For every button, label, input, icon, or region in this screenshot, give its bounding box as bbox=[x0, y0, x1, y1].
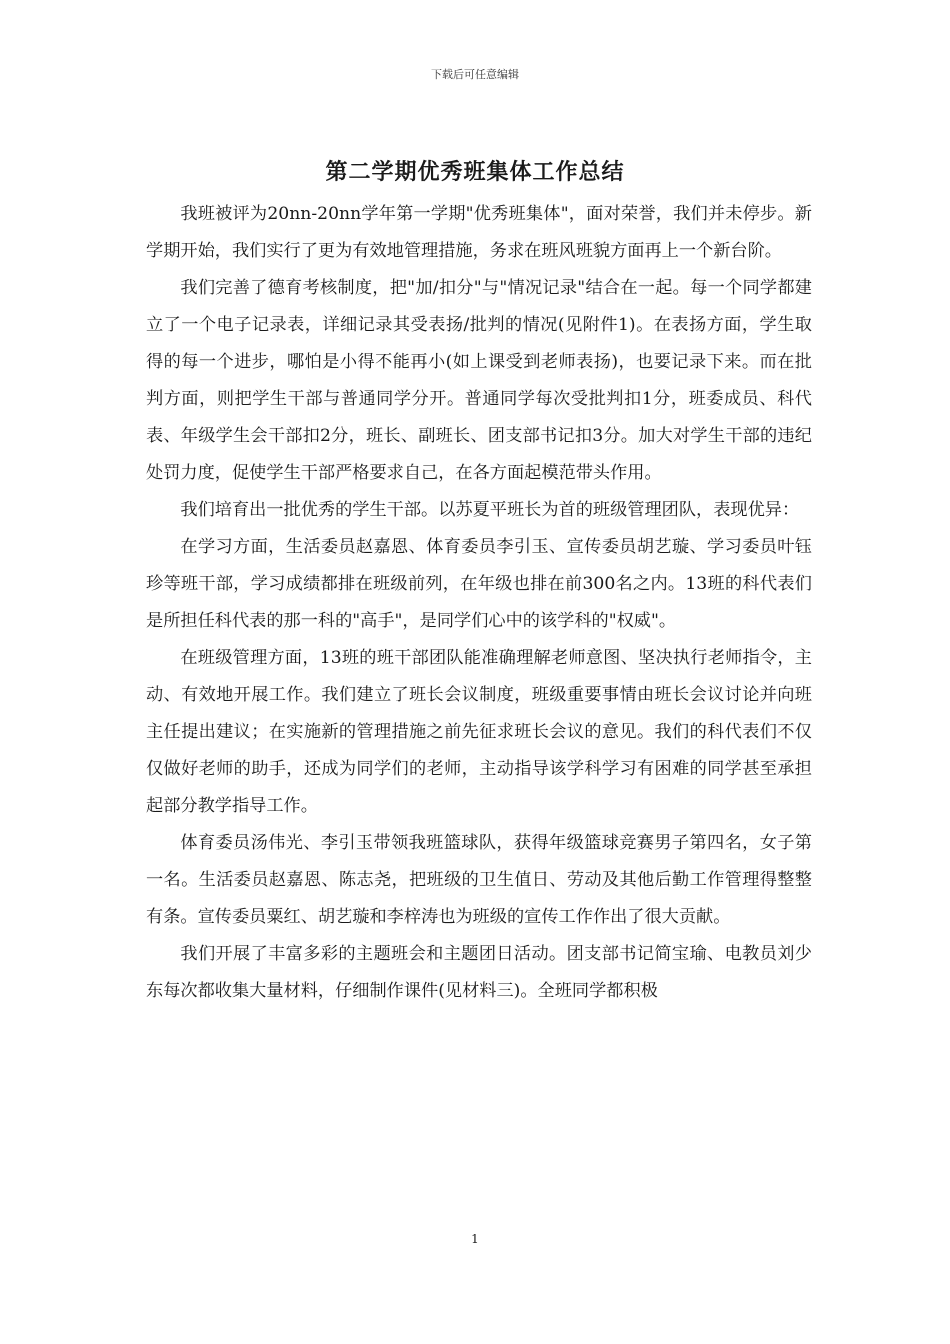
page-number: 1 bbox=[471, 1232, 479, 1246]
paragraph: 体育委员汤伟光、李引玉带领我班篮球队，获得年级篮球竞赛男子第四名，女子第一名。生活委员赵嘉恩、陈志尧，把班级的卫生值日、劳动及其他后勤工作管理得整整有条。宣传委员粟红、胡艺璇和李梓涛也为班级的宣传工作作出了很大贡献。 bbox=[146, 833, 812, 927]
header-note: 下载后可任意编辑 bbox=[431, 68, 519, 81]
paragraph: 在班级管理方面，13班的班干部团队能准确理解老师意图、坚决执行老师指令，主动、有效地开展工作。我们建立了班长会议制度，班级重要事情由班长会议讨论并向班主任提出建议；在实施新的管理措施之前先征求班长会议的意见。我们的科代表们不仅仅做好老师的助手，还成为同学们的老师，主动指导该学科学习有困难的同学甚至承担起部分教学指导工作。 bbox=[146, 648, 812, 816]
paragraph: 我们开展了丰富多彩的主题班会和主题团日活动。团支部书记简宝瑜、电教员刘少东每次都收集大量材料，仔细制作课件(见材料三)。全班同学都积极 bbox=[146, 944, 812, 1001]
document-title: 第二学期优秀班集体工作总结 bbox=[325, 160, 625, 185]
paragraph: 在学习方面，生活委员赵嘉恩、体育委员李引玉、宣传委员胡艺璇、学习委员叶钰珍等班干部，学习成绩都排在班级前列，在年级也排在前300名之内。13班的科代表们是所担任科代表的那一科的"高手"，是同学们心中的该学科的"权威"。 bbox=[146, 537, 812, 631]
paragraph: 我们培育出一批优秀的学生干部。以苏夏平班长为首的班级管理团队，表现优异： bbox=[180, 500, 800, 520]
paragraph: 我班被评为20nn-20nn学年第一学期"优秀班集体"，面对荣誉，我们并未停步。新学期开始，我们实行了更为有效地管理措施，务求在班风班貌方面再上一个新台阶。 bbox=[146, 204, 812, 261]
document-body bbox=[146, 196, 812, 1010]
paragraph: 我们完善了德育考核制度，把"加/扣分"与"情况记录"结合在一起。每一个同学都建立了一个电子记录表，详细记录其受表扬/批判的情况(见附件1)。在表扬方面，学生取得的每一个进步，哪怕是小得不能再小(如上课受到老师表扬)，也要记录下来。而在批判方面，则把学生干部与普通同学分开。普通同学每次受批判扣1分，班委成员、科代表、年级学生会干部扣2分，班长、副班长、团支部书记扣3分。加大对学生干部的违纪处罚力度，促使学生干部严格要求自己，在各方面起模范带头作用。 bbox=[146, 278, 812, 483]
